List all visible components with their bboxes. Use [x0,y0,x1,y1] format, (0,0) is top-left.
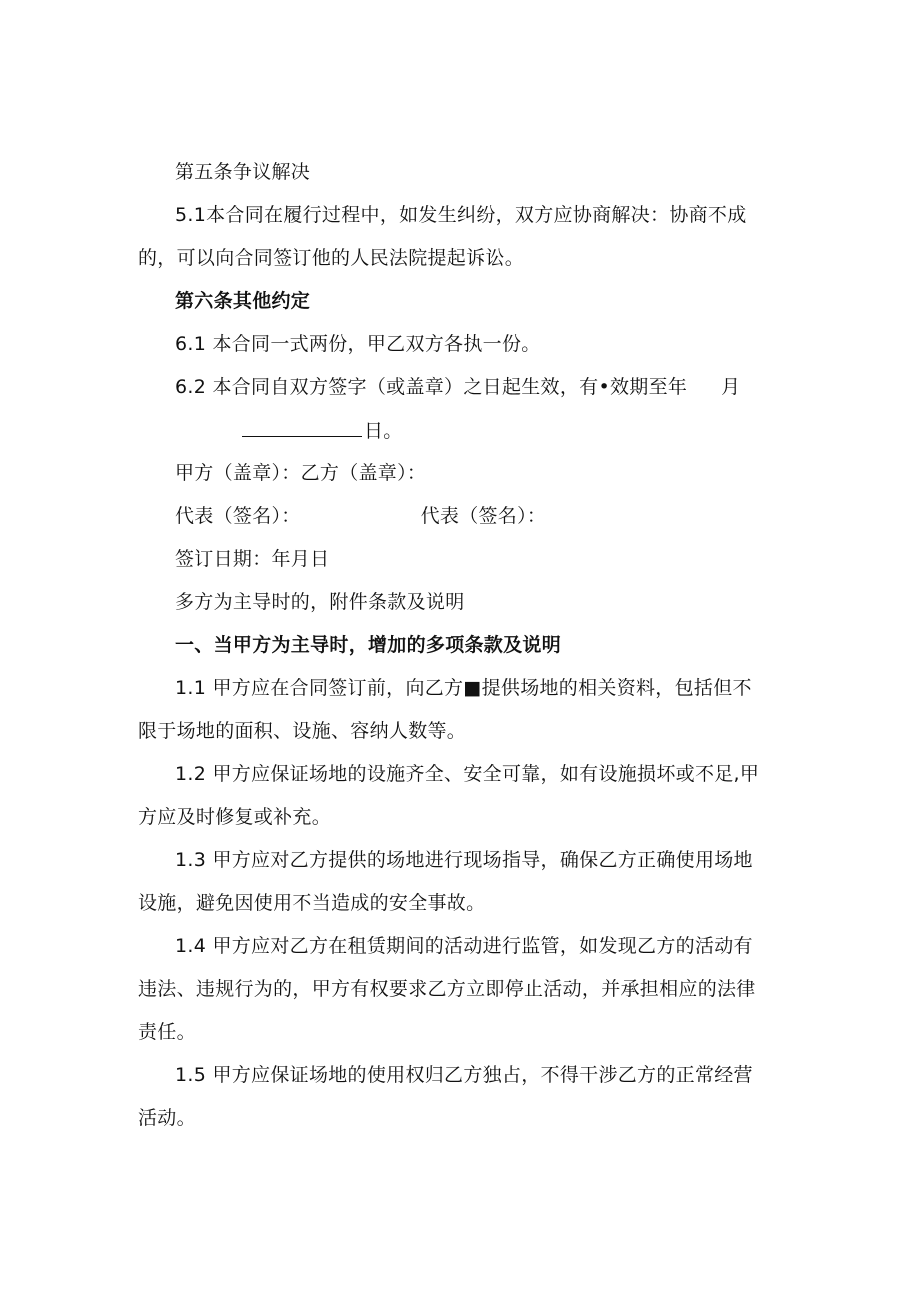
day-label: 日。 [364,420,403,442]
month-label: 月 [721,376,741,398]
sign-date-line: 签订日期：年月日 [175,548,330,570]
clause-1-5-line-2: 活动。 [138,1107,196,1129]
clause-1-2-line-1: 1.2 甲方应保证场地的设施齐全、安全可靠，如有设施损坏或不足,甲 [175,763,760,785]
rep-a-label: 代表（签名）： [175,505,301,527]
clause-5-1-line-2: 的，可以向合同签订他的人民法院提起诉讼。 [138,247,525,269]
clause-6-2-text: 6.2 本合同自双方签字（或盖章）之日起生效，有•效期至年 [175,376,688,398]
clause-1-3-line-2: 设施，避免因使用不当造成的安全事故。 [138,892,486,914]
clause-1-2-line-2: 方应及时修复或补充。 [138,806,332,828]
section-1-title: 一、当甲方为主导时，增加的多项条款及说明 [175,634,562,656]
clause-1-3-line-1: 1.3 甲方应对乙方提供的场地进行现场指导，确保乙方正确使用场地 [175,849,753,871]
clause-6-2-line-2 [242,418,403,443]
annex-intro: 多方为主导时的，附件条款及说明 [175,591,465,613]
article-5-title: 第五条争议解决 [175,161,311,183]
article-6-title: 第六条其他约定 [175,290,311,312]
clause-6-2-line-1 [175,375,740,399]
blank-day-underline [242,418,362,437]
clause-5-1-line-1: 5.1本合同在履行过程中，如发生纠纷，双方应协商解决：协商不成 [175,204,747,226]
clause-1-4-line-3: 责任。 [138,1021,196,1043]
clause-6-1: 6.1 本合同一式两份，甲乙双方各执一份。 [175,333,541,355]
clause-1-1-line-2: 限于场地的面积、设施、容纳人数等。 [138,720,467,742]
clause-1-5-line-1: 1.5 甲方应保证场地的使用权归乙方独占，不得干涉乙方的正常经营 [175,1064,753,1086]
representative-line [175,504,546,528]
party-seal-line: 甲方（盖章）：乙方（盖章）： [175,462,427,484]
rep-b-label: 代表（签名）： [420,505,547,527]
clause-1-4-line-2: 违法、违规行为的，甲方有权要求乙方立即停止活动，并承担相应的法律 [138,978,756,1000]
clause-1-1-line-1: 1.1 甲方应在合同签订前，向乙方■提供场地的相关资料，包括但不 [175,677,752,699]
clause-1-4-line-1: 1.4 甲方应对乙方在租赁期间的活动进行监管，如发现乙方的活动有 [175,935,753,957]
